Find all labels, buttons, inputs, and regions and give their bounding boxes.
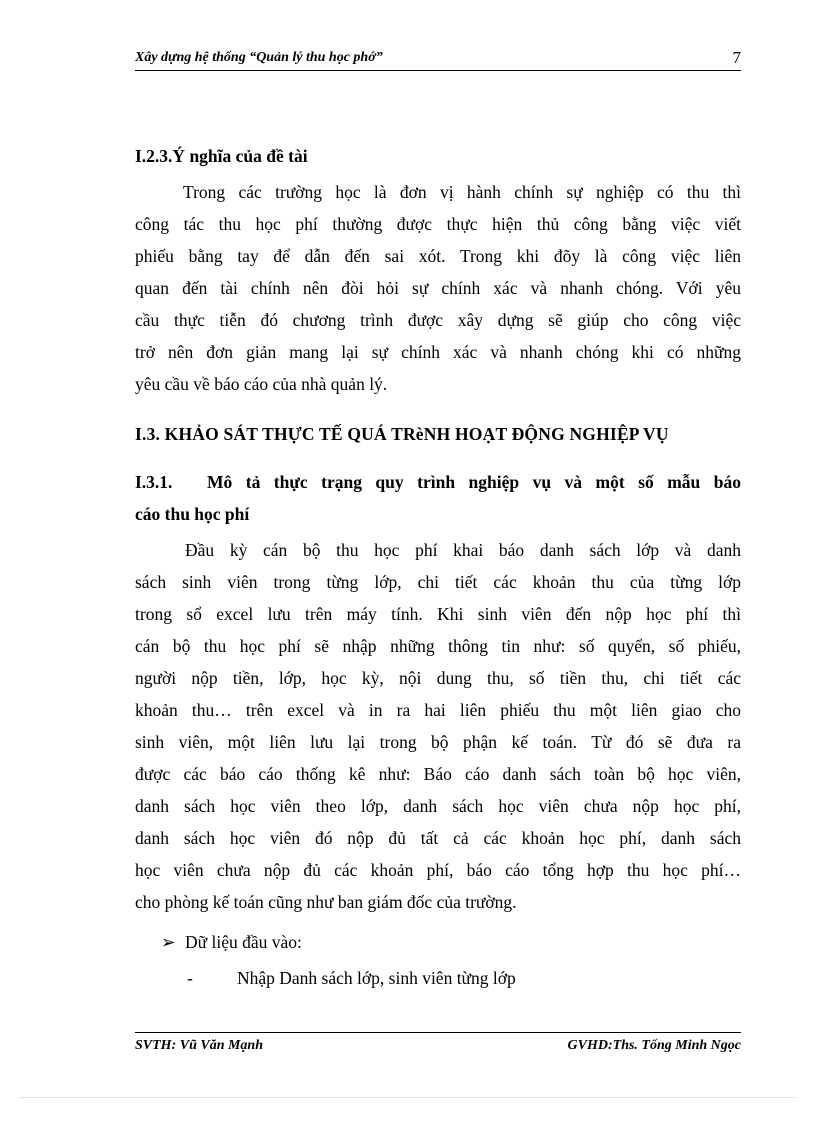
- paragraph-line: sách sinh viên trong từng lớp, chi tiết các khoản thu của từng lớp: [135, 572, 741, 592]
- paragraph-line: học viên chưa nộp đủ các khoản phí, báo cáo tổng hợp thu học phí…: [135, 860, 741, 880]
- paragraph-line: công tác thu học phí thường được thực hiện thủ công bằng việc viết: [135, 214, 741, 234]
- dash-marker: -: [187, 968, 193, 988]
- paragraph-line: cho phòng kế toán cũng như ban giám đốc của trường.: [135, 892, 517, 912]
- section-heading-1-3: I.3. KHẢO SÁT THỰC TẾ QUÁ TRèNH HOẠT ĐỘNG NGHIỆP VỤ: [135, 424, 669, 444]
- paragraph-line: danh sách học viên đó nộp đủ tất cả các khoản học phí, danh sách: [135, 828, 741, 848]
- paragraph-line: cầu thực tiễn đó chương trình được xây dựng sẽ giúp cho công việc: [135, 310, 741, 330]
- paragraph-line: danh sách học viên theo lớp, danh sách học viên chưa nộp học phí,: [135, 796, 741, 816]
- page-bottom-divider: [20, 1097, 796, 1098]
- paragraph-line: yêu cầu về báo cáo của nhà quản lý.: [135, 374, 388, 394]
- paragraph-line: người nộp tiền, lớp, học kỳ, nội dung thu, số tiền thu, chi tiết các: [135, 668, 741, 688]
- dash-item: [187, 968, 516, 989]
- section-heading-1-3-1-cont: cáo thu học phí: [135, 504, 250, 524]
- dash-item-text: Nhập Danh sách lớp, sinh viên từng lớp: [237, 968, 516, 988]
- paragraph-line: cán bộ thu học phí sẽ nhập những thông tin như: số quyển, số phiếu,: [135, 636, 741, 656]
- bullet-item: [161, 932, 302, 953]
- section-number-1-3-1: I.3.1.: [135, 472, 173, 492]
- paragraph-line: phiếu bằng tay để dẫn đến sai xót. Trong khi đõy là công việc liên: [135, 246, 741, 266]
- section-heading-1-2-3: I.2.3.Ý nghĩa của đề tài: [135, 146, 308, 166]
- page-header: [135, 50, 741, 71]
- section-heading-1-3-1: Mô tả thực trạng quy trình nghiệp vụ và một số mẫu báo: [207, 472, 741, 492]
- paragraph-line: được các báo cáo thống kê như: Báo cáo danh sách toàn bộ học viên,: [135, 764, 741, 784]
- paragraph-line: trong sổ excel lưu trên máy tính. Khi sinh viên đến nộp học phí thì: [135, 604, 741, 624]
- paragraph-line: khoản thu… trên excel và in ra hai liên phiếu thu một liên giao cho: [135, 700, 741, 720]
- paragraph-line: quan đến tài chính nên đòi hỏi sự chính xác và nhanh chóng. Với yêu: [135, 278, 741, 298]
- paragraph-line: Đầu kỳ cán bộ thu học phí khai báo danh sách lớp và danh: [185, 540, 741, 560]
- paragraph-line: trở nên đơn giản mang lại sự chính xác và nhanh chóng khi có những: [135, 342, 741, 362]
- footer-student: SVTH: Vũ Văn Mạnh: [135, 1038, 263, 1053]
- page-footer: [135, 1032, 741, 1055]
- page-number: 7: [732, 48, 741, 67]
- footer-advisor: GVHD:Ths. Tống Minh Ngọc: [567, 1038, 741, 1053]
- bullet-label: Dữ liệu đầu vào:: [185, 932, 302, 952]
- paragraph-line: Trong các trường học là đơn vị hành chính sự nghiệp có thu thì: [183, 182, 741, 202]
- paragraph-line: sinh viên, một liên lưu lại trong bộ phận kế toán. Từ đó sẽ đưa ra: [135, 732, 741, 752]
- arrow-bullet-icon: ➢: [161, 932, 176, 952]
- header-title: Xây dựng hệ thống “Quản lý thu học phớ”: [135, 50, 383, 65]
